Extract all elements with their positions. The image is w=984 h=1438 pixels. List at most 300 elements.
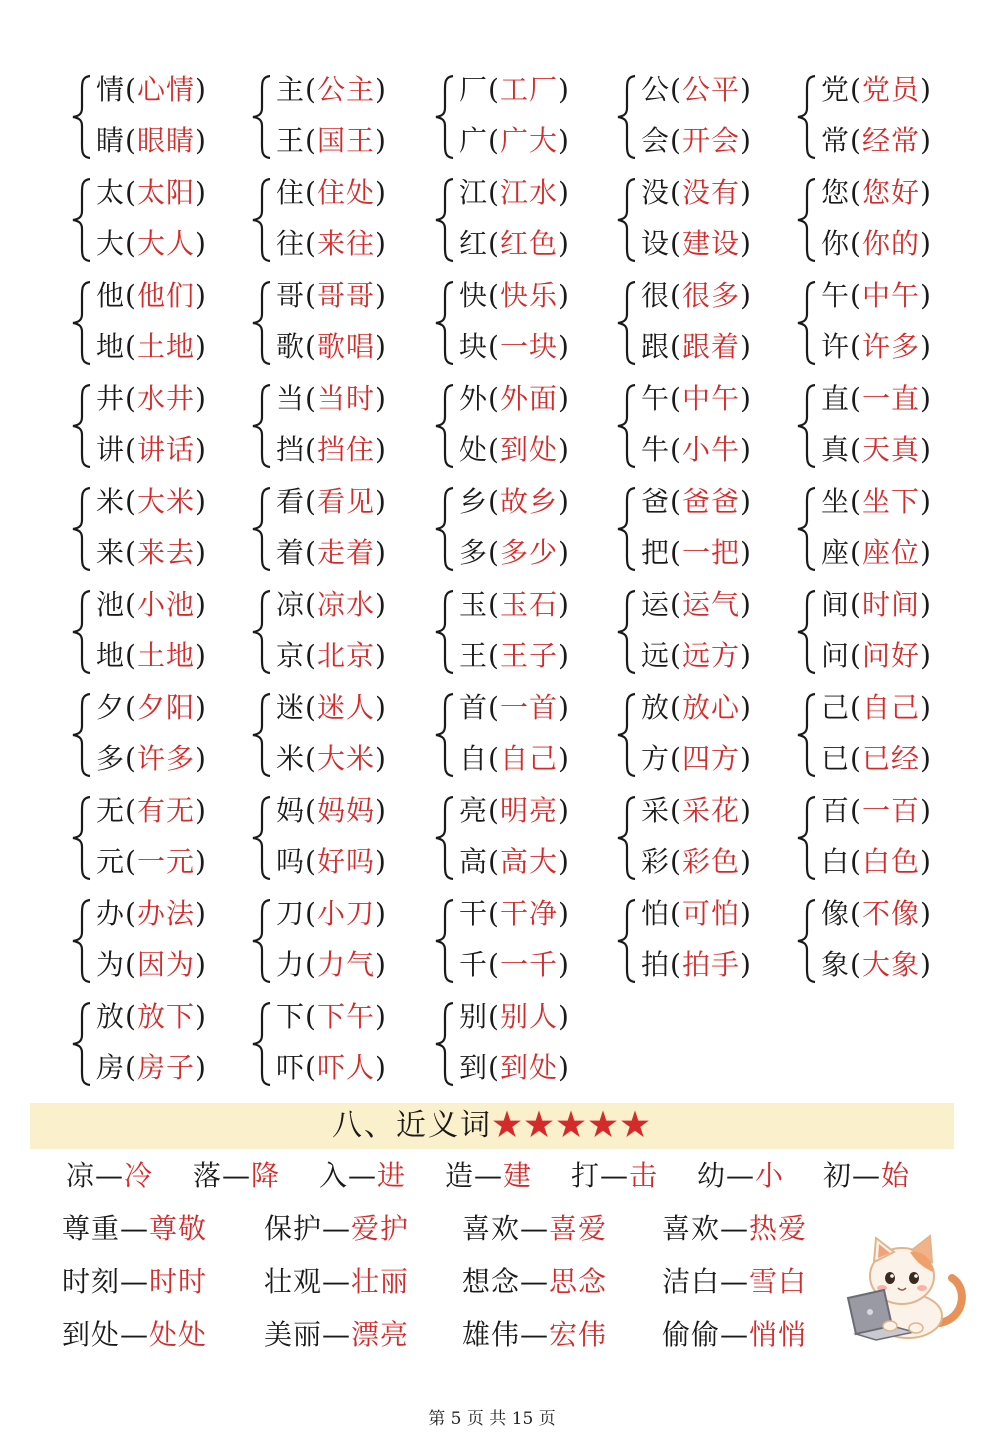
- open-paren: (: [305, 73, 317, 106]
- char-pair: [615, 791, 790, 883]
- close-paren: ): [194, 433, 207, 466]
- close-paren: ): [739, 897, 752, 930]
- brace-icon: [615, 177, 639, 263]
- char-word-line: [276, 894, 387, 934]
- character: 您: [821, 176, 851, 209]
- brace-icon: [615, 280, 639, 366]
- brace-icon: [250, 74, 274, 160]
- char-word-line: [459, 379, 570, 419]
- char-pair: [615, 379, 790, 471]
- char-pair: [250, 688, 425, 780]
- char-pair: [70, 688, 245, 780]
- character: 夕: [96, 691, 126, 724]
- open-paren: (: [488, 279, 500, 312]
- dash: —: [474, 1159, 504, 1192]
- char-word-line: [96, 121, 207, 161]
- open-paren: (: [305, 742, 317, 775]
- character: 米: [96, 485, 126, 518]
- character: 爸: [641, 485, 671, 518]
- open-paren: (: [305, 1000, 317, 1033]
- example-word: 凉水: [316, 588, 375, 621]
- example-word: 坐下: [861, 485, 920, 518]
- character: 米: [276, 742, 306, 775]
- open-paren: (: [125, 382, 137, 415]
- example-word: 拍手: [681, 948, 740, 981]
- character: 党: [821, 73, 851, 106]
- character: 午: [821, 279, 851, 312]
- synonym-pair: [823, 1156, 910, 1196]
- char-pair: [615, 482, 790, 574]
- open-paren: (: [488, 845, 500, 878]
- brace-icon: [795, 177, 819, 263]
- char-pair: [433, 173, 608, 265]
- synonym-match: 冷: [124, 1159, 154, 1192]
- character: 往: [276, 227, 306, 260]
- char-word-line: [96, 585, 207, 625]
- close-paren: ): [374, 433, 387, 466]
- open-paren: (: [488, 124, 500, 157]
- close-paren: ): [194, 536, 207, 569]
- close-paren: ): [919, 124, 932, 157]
- example-word: 小刀: [316, 897, 375, 930]
- character: 多: [96, 742, 126, 775]
- char-pair: [70, 585, 245, 677]
- dash: —: [520, 1212, 550, 1245]
- brace-icon: [70, 177, 94, 263]
- close-paren: ): [374, 176, 387, 209]
- char-word-line: [641, 173, 752, 213]
- character: 没: [641, 176, 671, 209]
- char-pair: [70, 894, 245, 986]
- close-paren: ): [374, 73, 387, 106]
- example-word: 吓人: [316, 1051, 375, 1084]
- open-paren: (: [488, 176, 500, 209]
- open-paren: (: [488, 794, 500, 827]
- open-paren: (: [850, 794, 862, 827]
- char-word-line: [821, 224, 932, 264]
- example-word: 因为: [136, 948, 195, 981]
- close-paren: ): [739, 588, 752, 621]
- char-pair: [250, 173, 425, 265]
- dash: —: [726, 1159, 756, 1192]
- open-paren: (: [488, 433, 500, 466]
- close-paren: ): [374, 536, 387, 569]
- example-word: 没有: [681, 176, 740, 209]
- close-paren: ): [919, 536, 932, 569]
- open-paren: (: [488, 536, 500, 569]
- open-paren: (: [670, 845, 682, 878]
- close-paren: ): [194, 382, 207, 415]
- character: 间: [821, 588, 851, 621]
- open-paren: (: [305, 485, 317, 518]
- synonym-pair: [264, 1262, 409, 1302]
- char-word-line: [96, 430, 207, 470]
- character: 百: [821, 794, 851, 827]
- char-pair: [70, 379, 245, 471]
- example-word: 可怕: [681, 897, 740, 930]
- open-paren: (: [125, 330, 137, 363]
- character: 红: [459, 227, 489, 260]
- char-word-line: [459, 945, 570, 985]
- open-paren: (: [305, 382, 317, 415]
- char-word-line: [96, 739, 207, 779]
- open-paren: (: [305, 536, 317, 569]
- close-paren: ): [374, 845, 387, 878]
- example-word: 问好: [861, 639, 920, 672]
- char-pair: [795, 482, 970, 574]
- char-pair: [70, 70, 245, 162]
- brace-icon: [250, 280, 274, 366]
- brace-icon: [70, 898, 94, 984]
- character: 池: [96, 588, 126, 621]
- char-word-line: [459, 842, 570, 882]
- close-paren: ): [557, 639, 570, 672]
- char-word-line: [459, 276, 570, 316]
- character: 他: [96, 279, 126, 312]
- brace-icon: [70, 795, 94, 881]
- brace-icon: [433, 692, 457, 778]
- example-word: 玉石: [499, 588, 558, 621]
- open-paren: (: [670, 948, 682, 981]
- char-word-line: [459, 894, 570, 934]
- char-word-line: [459, 430, 570, 470]
- close-paren: ): [557, 897, 570, 930]
- char-word-line: [96, 997, 207, 1037]
- char-pair: [795, 688, 970, 780]
- example-word: 多少: [499, 536, 558, 569]
- open-paren: (: [488, 382, 500, 415]
- char-word-line: [276, 482, 387, 522]
- synonym-word: 偷偷: [662, 1318, 721, 1351]
- example-word: 开会: [681, 124, 740, 157]
- close-paren: ): [194, 279, 207, 312]
- brace-icon: [70, 486, 94, 572]
- char-pair: [795, 379, 970, 471]
- char-word-line: [459, 739, 570, 779]
- open-paren: (: [305, 845, 317, 878]
- example-word: 四方: [681, 742, 740, 775]
- example-word: 大米: [316, 742, 375, 775]
- open-paren: (: [125, 536, 137, 569]
- close-paren: ): [194, 124, 207, 157]
- example-word: 一首: [499, 691, 558, 724]
- char-pair: [795, 276, 970, 368]
- char-pair: [615, 585, 790, 677]
- synonym-match: 处处: [149, 1318, 208, 1351]
- synonym-pair: [62, 1209, 207, 1249]
- character: 着: [276, 536, 306, 569]
- synonym-match: 时时: [149, 1265, 208, 1298]
- open-paren: (: [670, 382, 682, 415]
- close-paren: ): [557, 433, 570, 466]
- char-word-line: [821, 842, 932, 882]
- char-pair: [433, 997, 608, 1089]
- open-paren: (: [850, 897, 862, 930]
- close-paren: ): [739, 742, 752, 775]
- character: 放: [641, 691, 671, 724]
- char-word-line: [96, 1048, 207, 1088]
- open-paren: (: [670, 639, 682, 672]
- synonym-match: 雪白: [749, 1265, 808, 1298]
- synonym-word: 喜欢: [662, 1212, 721, 1245]
- char-word-line: [641, 430, 752, 470]
- character: 真: [821, 433, 851, 466]
- example-word: 已经: [861, 742, 920, 775]
- character: 拍: [641, 948, 671, 981]
- close-paren: ): [739, 227, 752, 260]
- char-pair: [70, 276, 245, 368]
- close-paren: ): [919, 691, 932, 724]
- character: 自: [459, 742, 489, 775]
- close-paren: ): [739, 691, 752, 724]
- char-pair: [433, 894, 608, 986]
- example-word: 有无: [136, 794, 195, 827]
- example-word: 住处: [316, 176, 375, 209]
- character: 彩: [641, 845, 671, 878]
- open-paren: (: [488, 73, 500, 106]
- open-paren: (: [305, 433, 317, 466]
- open-paren: (: [125, 227, 137, 260]
- character: 直: [821, 382, 851, 415]
- close-paren: ): [739, 639, 752, 672]
- brace-icon: [433, 486, 457, 572]
- char-pair: [433, 276, 608, 368]
- char-word-line: [96, 636, 207, 676]
- open-paren: (: [670, 433, 682, 466]
- open-paren: (: [488, 1051, 500, 1084]
- char-word-line: [276, 636, 387, 676]
- open-paren: (: [850, 948, 862, 981]
- example-word: 眼睛: [136, 124, 195, 157]
- character: 亮: [459, 794, 489, 827]
- open-paren: (: [125, 433, 137, 466]
- char-word-line: [96, 224, 207, 264]
- synonym-pair: [62, 1262, 207, 1302]
- close-paren: ): [919, 279, 932, 312]
- char-pair: [615, 894, 790, 986]
- char-word-line: [821, 739, 932, 779]
- synonym-word: 落: [193, 1159, 223, 1192]
- char-word-line: [96, 173, 207, 213]
- example-word: 一百: [861, 794, 920, 827]
- example-word: 红色: [499, 227, 558, 260]
- example-word: 来去: [136, 536, 195, 569]
- character: 下: [276, 1000, 306, 1033]
- brace-icon: [250, 795, 274, 881]
- close-paren: ): [919, 176, 932, 209]
- open-paren: (: [125, 124, 137, 157]
- synonym-word: 美丽: [264, 1318, 323, 1351]
- char-pair: [433, 70, 608, 162]
- close-paren: ): [194, 794, 207, 827]
- char-word-line: [821, 173, 932, 213]
- example-word: 大人: [136, 227, 195, 260]
- close-paren: ): [557, 279, 570, 312]
- char-word-line: [459, 327, 570, 367]
- character: 很: [641, 279, 671, 312]
- char-word-line: [641, 945, 752, 985]
- brace-icon: [433, 383, 457, 469]
- open-paren: (: [488, 330, 500, 363]
- char-word-line: [96, 482, 207, 522]
- brace-icon: [70, 589, 94, 675]
- open-paren: (: [850, 588, 862, 621]
- example-word: 公平: [681, 73, 740, 106]
- brace-icon: [250, 898, 274, 984]
- close-paren: ): [919, 73, 932, 106]
- brace-icon: [795, 383, 819, 469]
- close-paren: ): [557, 794, 570, 827]
- char-word-line: [276, 688, 387, 728]
- close-paren: ): [919, 794, 932, 827]
- dash: —: [95, 1159, 125, 1192]
- character: 处: [459, 433, 489, 466]
- example-word: 自己: [861, 691, 920, 724]
- section-title-text: 八、近义词: [332, 1108, 492, 1143]
- char-word-line: [276, 791, 387, 831]
- char-word-line: [821, 70, 932, 110]
- close-paren: ): [194, 227, 207, 260]
- example-word: 放心: [681, 691, 740, 724]
- close-paren: ): [374, 1000, 387, 1033]
- example-word: 一元: [136, 845, 195, 878]
- brace-icon: [250, 1001, 274, 1087]
- character: 外: [459, 382, 489, 415]
- example-word: 天真: [861, 433, 920, 466]
- character: 运: [641, 588, 671, 621]
- dash: —: [720, 1318, 750, 1351]
- open-paren: (: [125, 1051, 137, 1084]
- example-word: 大象: [861, 948, 920, 981]
- character: 办: [96, 897, 126, 930]
- character: 放: [96, 1000, 126, 1033]
- char-word-line: [821, 276, 932, 316]
- example-word: 故乡: [499, 485, 558, 518]
- example-word: 小牛: [681, 433, 740, 466]
- char-word-line: [641, 791, 752, 831]
- example-word: 走着: [316, 536, 375, 569]
- brace-icon: [433, 177, 457, 263]
- close-paren: ): [739, 330, 752, 363]
- open-paren: (: [125, 845, 137, 878]
- character: 京: [276, 639, 306, 672]
- character: 井: [96, 382, 126, 415]
- open-paren: (: [125, 897, 137, 930]
- brace-icon: [433, 1001, 457, 1087]
- brace-icon: [70, 692, 94, 778]
- char-word-line: [96, 327, 207, 367]
- char-word-line: [459, 997, 570, 1037]
- open-paren: (: [670, 742, 682, 775]
- example-word: 一块: [499, 330, 558, 363]
- brace-icon: [250, 589, 274, 675]
- open-paren: (: [125, 588, 137, 621]
- dash: —: [120, 1318, 150, 1351]
- character: 公: [641, 73, 671, 106]
- char-word-line: [821, 791, 932, 831]
- brace-icon: [615, 795, 639, 881]
- character: 象: [821, 948, 851, 981]
- character: 把: [641, 536, 671, 569]
- char-word-line: [821, 327, 932, 367]
- example-word: 白色: [861, 845, 920, 878]
- close-paren: ): [194, 1051, 207, 1084]
- close-paren: ): [374, 691, 387, 724]
- close-paren: ): [194, 897, 207, 930]
- close-paren: ): [739, 279, 752, 312]
- open-paren: (: [850, 691, 862, 724]
- example-word: 许多: [861, 330, 920, 363]
- synonym-word: 壮观: [264, 1265, 323, 1298]
- char-pair: [795, 791, 970, 883]
- char-word-line: [276, 379, 387, 419]
- dash: —: [852, 1159, 882, 1192]
- close-paren: ): [557, 948, 570, 981]
- character: 睛: [96, 124, 126, 157]
- example-word: 力气: [316, 948, 375, 981]
- char-word-line: [459, 121, 570, 161]
- synonym-match: 尊敬: [149, 1212, 208, 1245]
- example-word: 一直: [861, 382, 920, 415]
- char-pair: [433, 585, 608, 677]
- char-pair: [250, 585, 425, 677]
- brace-icon: [795, 74, 819, 160]
- brace-icon: [615, 589, 639, 675]
- dash: —: [720, 1212, 750, 1245]
- open-paren: (: [125, 948, 137, 981]
- example-word: 中午: [681, 382, 740, 415]
- example-word: 彩色: [681, 845, 740, 878]
- char-word-line: [276, 224, 387, 264]
- close-paren: ): [374, 279, 387, 312]
- close-paren: ): [194, 639, 207, 672]
- close-paren: ): [739, 794, 752, 827]
- brace-icon: [70, 280, 94, 366]
- example-word: 挡住: [316, 433, 375, 466]
- close-paren: ): [919, 433, 932, 466]
- open-paren: (: [850, 227, 862, 260]
- example-word: 当时: [316, 382, 375, 415]
- close-paren: ): [557, 1000, 570, 1033]
- cat-with-laptop-icon: [840, 1228, 970, 1343]
- close-paren: ): [557, 588, 570, 621]
- char-word-line: [276, 430, 387, 470]
- char-pair: [70, 997, 245, 1089]
- character: 快: [459, 279, 489, 312]
- open-paren: (: [488, 1000, 500, 1033]
- brace-icon: [433, 795, 457, 881]
- char-word-line: [459, 791, 570, 831]
- close-paren: ): [739, 176, 752, 209]
- brace-icon: [433, 589, 457, 675]
- example-word: 爸爸: [681, 485, 740, 518]
- example-word: 您好: [861, 176, 920, 209]
- open-paren: (: [850, 330, 862, 363]
- example-word: 跟着: [681, 330, 740, 363]
- open-paren: (: [305, 691, 317, 724]
- char-word-line: [641, 842, 752, 882]
- synonym-pair: [264, 1315, 409, 1355]
- example-word: 不像: [861, 897, 920, 930]
- char-word-line: [641, 482, 752, 522]
- char-pair: [615, 173, 790, 265]
- character: 王: [459, 639, 489, 672]
- open-paren: (: [850, 742, 862, 775]
- character: 哥: [276, 279, 306, 312]
- close-paren: ): [919, 485, 932, 518]
- character: 妈: [276, 794, 306, 827]
- character: 厂: [459, 73, 489, 106]
